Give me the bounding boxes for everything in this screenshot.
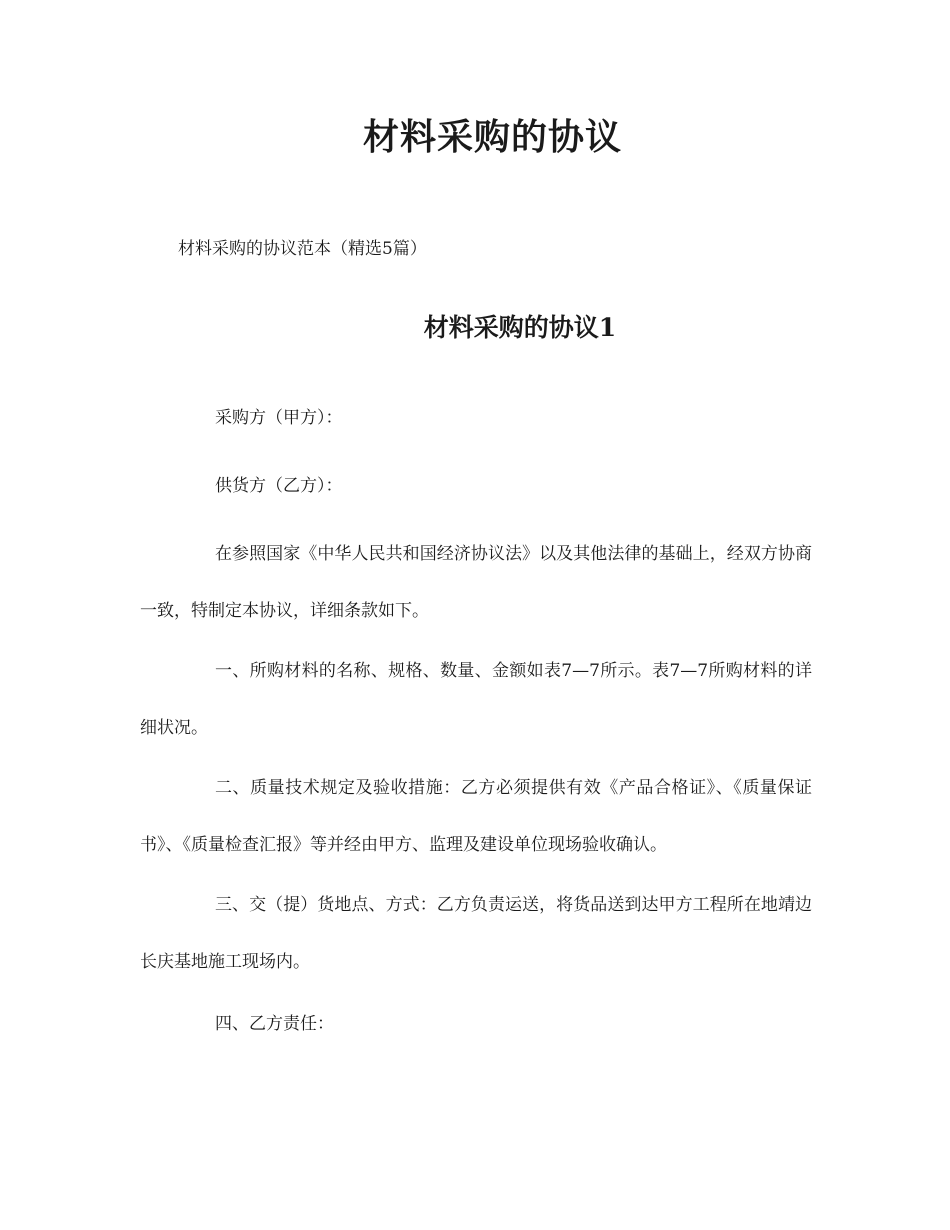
section-title: 材料采购的协议1 xyxy=(423,313,617,342)
paragraph-preamble: 在参照国家《中华人民共和国经济协议法》以及其他法律的基础上，经双方协商一致，特制定本协议，详细条款如下。 xyxy=(140,544,812,621)
paragraph-clause-4: 四、乙方责任： xyxy=(215,1014,334,1034)
document-title: 材料采购的协议 xyxy=(362,116,622,158)
document-subtitle: 材料采购的协议范本（精选5篇） xyxy=(178,239,427,259)
paragraph-clause-2: 二、质量技术规定及验收措施：乙方必须提供有效《产品合格证》、《质量保证书》、《质量检查汇报》等并经由甲方、监理及建设单位现场验收确认。 xyxy=(140,778,812,855)
paragraph-clause-3: 三、交（提）货地点、方式：乙方负责运送，将货品送到达甲方工程所在地靖边长庆基地施工现场内。 xyxy=(140,895,812,972)
paragraph-clause-1: 一、所购材料的名称、规格、数量、金额如表7—7所示。表7—7所购材料的详细状况。 xyxy=(140,661,812,738)
paragraph-purchaser: 采购方（甲方）： xyxy=(215,408,343,428)
paragraph-supplier: 供货方（乙方）： xyxy=(215,476,343,496)
